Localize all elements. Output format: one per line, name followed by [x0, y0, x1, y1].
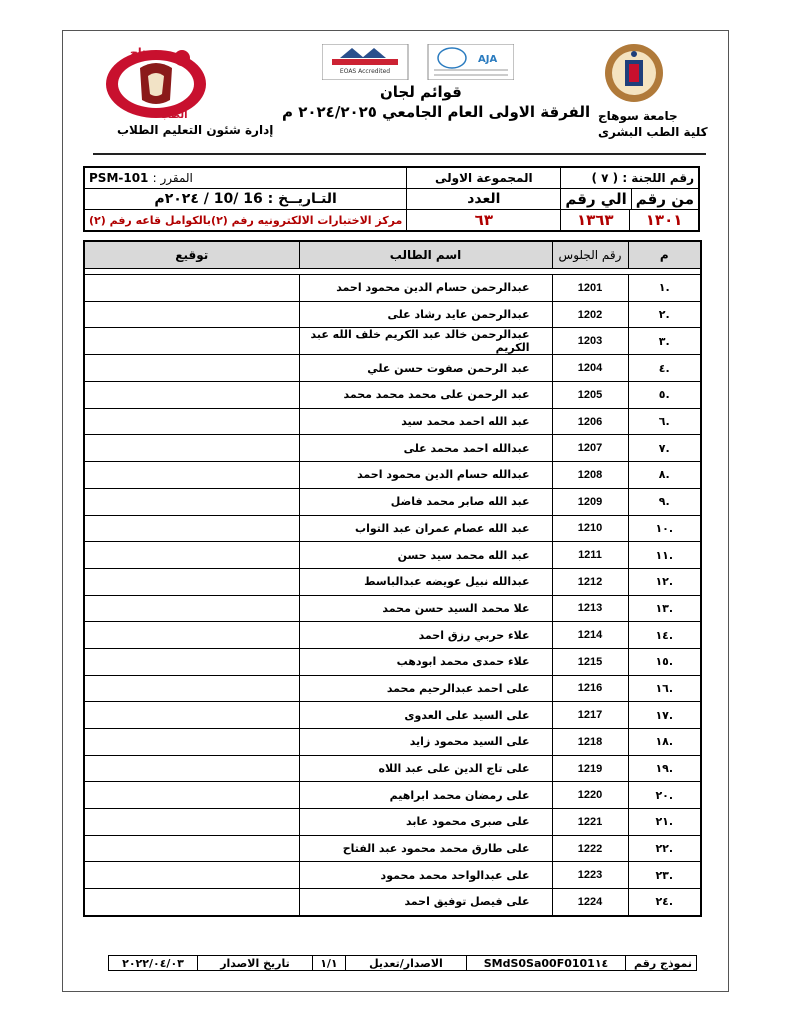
seat-number: 1212 — [552, 568, 628, 595]
seat-number: 1210 — [552, 515, 628, 542]
version-label: الاصدار/تعديل — [345, 956, 466, 971]
range-values-cell — [561, 210, 699, 232]
table-row — [84, 301, 701, 328]
row-number: .٢٣ — [628, 862, 701, 889]
form-code: SMdS0Sa00F0101١٤ — [467, 956, 626, 971]
seat-number: 1224 — [552, 889, 628, 916]
seat-number: 1208 — [552, 462, 628, 489]
table-row — [84, 355, 701, 382]
row-number: .٢٢ — [628, 835, 701, 862]
row-number: .٥ — [628, 382, 701, 409]
certification-badges — [322, 44, 514, 80]
student-name: علاء حمدى محمد ابودهب — [299, 648, 552, 675]
row-number: .١١ — [628, 542, 701, 569]
header-num: م — [628, 241, 701, 269]
row-number: .١٦ — [628, 675, 701, 702]
course-label: المقرر : — [152, 171, 193, 185]
seat-number: 1218 — [552, 729, 628, 756]
form-label: نموذج رقم — [626, 956, 697, 971]
seat-number: 1211 — [552, 542, 628, 569]
faculty-logo — [100, 40, 212, 122]
student-name: عبد الله محمد سيد حسن — [299, 542, 552, 569]
seat-number: 1223 — [552, 862, 628, 889]
page-subtitle: الفرقة الاولى العام الجامعي ٢٠٢٤/٢٠٢٥ م — [282, 103, 591, 121]
cert-badge-2-text: AJA — [478, 54, 498, 65]
student-name: عبدالرحمن خالد عبد الكريم خلف الله عبد الكريم — [299, 328, 552, 355]
student-name: على رمضان محمد ابراهيم — [299, 782, 552, 809]
table-row — [84, 862, 701, 889]
table-row — [84, 488, 701, 515]
seat-number: 1205 — [552, 382, 628, 409]
row-number: .١٥ — [628, 648, 701, 675]
signature-cell — [84, 488, 299, 515]
signature-cell — [84, 542, 299, 569]
student-name: على السيد محمود زايد — [299, 729, 552, 756]
svg-text:الطب: الطب — [160, 110, 188, 121]
department-name: إدارة شئون التعليم الطلاب — [117, 123, 274, 137]
table-row — [84, 782, 701, 809]
signature-cell — [84, 462, 299, 489]
table-row — [84, 568, 701, 595]
row-number: .٢٤ — [628, 889, 701, 916]
seat-number: 1219 — [552, 755, 628, 782]
table-row — [84, 462, 701, 489]
row-number: .١٢ — [628, 568, 701, 595]
signature-cell — [84, 515, 299, 542]
student-list-table — [83, 240, 702, 917]
student-name: عبد الله احمد محمد سيد — [299, 408, 552, 435]
row-number: .١٠ — [628, 515, 701, 542]
seat-number: 1216 — [552, 675, 628, 702]
table-row — [84, 595, 701, 622]
header-divider — [93, 153, 706, 155]
table-row — [84, 702, 701, 729]
table-row — [84, 328, 701, 355]
committee-info-table — [83, 166, 700, 232]
student-name: علاء حربي رزق احمد — [299, 622, 552, 649]
seat-number: 1222 — [552, 835, 628, 862]
range-labels-cell — [561, 189, 699, 210]
header-name: اسم الطالب — [299, 241, 552, 269]
row-number: .٣ — [628, 328, 701, 355]
seat-number: 1213 — [552, 595, 628, 622]
signature-cell — [84, 702, 299, 729]
student-name: على تاج الدين على عبد اللاه — [299, 755, 552, 782]
course-code: PSM-101 — [89, 171, 149, 185]
signature-cell — [84, 568, 299, 595]
form-footer — [108, 955, 697, 971]
row-number: .١٧ — [628, 702, 701, 729]
from-value: ١٣٠١ — [630, 210, 698, 230]
table-row — [84, 835, 701, 862]
table-row — [84, 755, 701, 782]
student-name: عبدالله احمد محمد على — [299, 435, 552, 462]
row-number: .٢٠ — [628, 782, 701, 809]
signature-cell — [84, 275, 299, 302]
student-name: عبد الرحمن صفوت حسن علي — [299, 355, 552, 382]
student-name: على صبرى محمود عابد — [299, 809, 552, 836]
seat-number: 1217 — [552, 702, 628, 729]
seat-number: 1214 — [552, 622, 628, 649]
signature-cell — [84, 862, 299, 889]
from-label: من رقم — [631, 189, 698, 209]
student-name: عبدالرحمن حسام الدين محمود احمد — [299, 275, 552, 302]
row-number: .٢ — [628, 301, 701, 328]
seat-number: 1206 — [552, 408, 628, 435]
row-number: .٨ — [628, 462, 701, 489]
date-label: التـاريــخ : — [267, 191, 337, 207]
seat-number: 1202 — [552, 301, 628, 328]
signature-cell — [84, 301, 299, 328]
committee-number: رقم اللجنة : ( ٧ ) — [561, 167, 699, 189]
row-number: .١٣ — [628, 595, 701, 622]
header-seat: رقم الجلوس — [552, 241, 628, 269]
row-number: .٩ — [628, 488, 701, 515]
faculty-name: كلية الطب البشرى — [598, 125, 708, 139]
signature-cell — [84, 328, 299, 355]
university-crest — [603, 42, 665, 104]
page-title: قوائم لجان — [380, 83, 462, 101]
table-row — [84, 435, 701, 462]
student-name: على طارق محمد محمود عبد الفتاح — [299, 835, 552, 862]
row-number: .١ — [628, 275, 701, 302]
signature-cell — [84, 435, 299, 462]
svg-text:سوهاج: سوهاج — [130, 46, 168, 59]
signature-cell — [84, 595, 299, 622]
signature-cell — [84, 675, 299, 702]
row-number: .٦ — [628, 408, 701, 435]
version-value: ١/١ — [312, 956, 345, 971]
cert-badge-1-text: EOAS Accredited — [339, 68, 391, 75]
table-row — [84, 275, 701, 302]
signature-cell — [84, 835, 299, 862]
signature-cell — [84, 755, 299, 782]
date-value: 16 /10 / ٢٠٢٤م — [154, 191, 263, 207]
student-name: على عبدالواحد محمد محمود — [299, 862, 552, 889]
count-label: العدد — [407, 189, 561, 210]
signature-cell — [84, 889, 299, 916]
to-label: الي رقم — [565, 190, 627, 208]
seat-number: 1204 — [552, 355, 628, 382]
to-value: ١٣٦٣ — [576, 211, 614, 229]
student-name: عبدالرحمن عايد رشاد على — [299, 301, 552, 328]
table-row — [84, 729, 701, 756]
seat-number: 1215 — [552, 648, 628, 675]
student-name: عبد الله عصام عمران عبد التواب — [299, 515, 552, 542]
signature-cell — [84, 355, 299, 382]
table-row — [84, 382, 701, 409]
signature-cell — [84, 622, 299, 649]
row-number: .٢١ — [628, 809, 701, 836]
table-row — [84, 809, 701, 836]
signature-cell — [84, 809, 299, 836]
student-name: عبدالله نبيل عويضه عبدالباسط — [299, 568, 552, 595]
issue-date-value: ٢٠٢٢/٠٤/٠٣ — [109, 956, 198, 971]
issue-date-label: تاريخ الاصدار — [198, 956, 313, 971]
row-number: .١٩ — [628, 755, 701, 782]
table-row — [84, 648, 701, 675]
row-number: .٧ — [628, 435, 701, 462]
student-name: علا محمد السيد حسن محمد — [299, 595, 552, 622]
table-row — [84, 622, 701, 649]
signature-cell — [84, 382, 299, 409]
seat-number: 1201 — [552, 275, 628, 302]
table-row — [84, 542, 701, 569]
seat-number: 1207 — [552, 435, 628, 462]
student-name: عبد الرحمن على محمد محمد محمد — [299, 382, 552, 409]
student-name: على احمد عبدالرحيم محمد — [299, 675, 552, 702]
row-number: .١٨ — [628, 729, 701, 756]
signature-cell — [84, 782, 299, 809]
university-name: جامعة سوهاج — [598, 109, 678, 123]
student-name: عبد الله صابر محمد فاضل — [299, 488, 552, 515]
student-name: على فيصل توفيق احمد — [299, 889, 552, 916]
table-row — [84, 675, 701, 702]
seat-number: 1203 — [552, 328, 628, 355]
exam-location: مركز الاختبارات الالكترونيه رفم (٢)بالكوامل قاعه رفم (٢) — [84, 210, 407, 232]
seat-number: 1209 — [552, 488, 628, 515]
signature-cell — [84, 408, 299, 435]
group-name: المجموعة الاولى — [407, 167, 561, 189]
signature-cell — [84, 648, 299, 675]
table-row — [84, 889, 701, 916]
row-number: .١٤ — [628, 622, 701, 649]
student-name: على السيد على العدوى — [299, 702, 552, 729]
count-value: ٦٣ — [407, 210, 561, 232]
course-cell — [84, 167, 407, 189]
table-row — [84, 515, 701, 542]
signature-cell — [84, 729, 299, 756]
table-row — [84, 408, 701, 435]
header-signature: توقيع — [84, 241, 299, 269]
row-number: .٤ — [628, 355, 701, 382]
seat-number: 1221 — [552, 809, 628, 836]
seat-number: 1220 — [552, 782, 628, 809]
student-name: عبدالله حسام الدين محمود احمد — [299, 462, 552, 489]
date-cell — [84, 189, 407, 210]
